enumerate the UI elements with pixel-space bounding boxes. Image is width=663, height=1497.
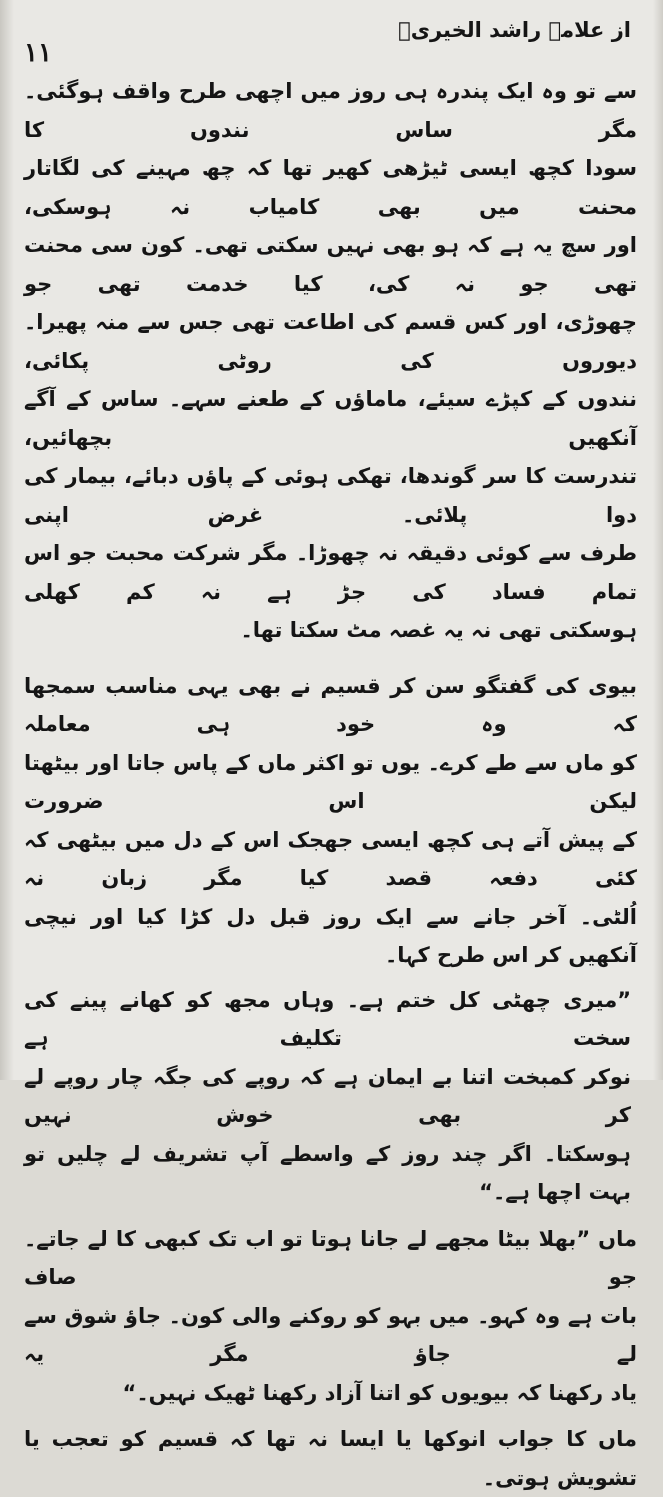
text-line: کو ماں سے طے کرے۔ یوں تو اکثر ماں کے پاس جاتا اور بیٹھتا لیکن اس ضرورت [24,750,637,813]
text-line: ہوسکتا۔ اگر چند روز کے واسطے آپ تشریف لے چلیں تو بہت اچھا ہے۔“ [24,1141,631,1204]
text-line: اُلٹی۔ آخر جانے سے ایک روز قبل دل کڑا کیا اور نیچی آنکھیں کر اس طرح کہا۔ [24,904,637,967]
text-line: تندرست کا سر گوندھا، تھکی ہوئی کے پاؤں دبائے، بیمار کی دوا پلائی۔ غرض اپنی [24,464,637,527]
text-line: ”میری چھٹی کل ختم ہے۔ وہاں مجھ کو کھانے پینے کی سخت تکلیف ہے [24,987,631,1050]
text-line: اور سچ یہ ہے کہ ہو بھی نہیں سکتی تھی۔ کون سی محنت تھی جو نہ کی، کیا خدمت تھی جو [24,233,637,296]
text-line: چھوڑی، اور کس قسم کی اطاعت تھی جس سے منہ پھیرا۔ دیوروں کی روٹی پکائی، [24,310,637,373]
paragraph-quote-mother [24,1220,637,1413]
text-line: بیوی کی گفتگو سن کر قسیم نے بھی یہی مناسب سمجھا کہ وہ خود ہی معاملہ [24,673,637,736]
text-line: کے پیش آتے ہی کچھ ایسی جھجک اس کے دل میں بیٹھی کہ کئی دفعہ قصد کیا مگر زبان نہ [24,827,637,890]
paragraph-1 [24,72,637,650]
page-number: ۱۱ [24,38,52,68]
text-line: سودا کچھ ایسی ٹیڑھی کھیر تھا کہ چھ مہینے کی لگاتار محنت میں بھی کامیاب نہ ہوسکی، [24,156,637,219]
text-line: بات ہے وہ کہو۔ میں بہو کو روکنے والی کون۔ جاؤ شوق سے لے جاؤ مگر یہ [24,1303,637,1366]
body-text [24,72,637,1497]
text-line: ماں ”بھلا بیٹا مجھے لے جانا ہوتا تو اب تک کبھی کا لے جاتے۔ جو صاف [24,1226,637,1289]
text-line: ماں کا جواب انوکھا یا ایسا نہ تھا کہ قسیم کو تعجب یا تشویش ہوتی۔ [24,1427,637,1490]
text-line: ہوسکتی تھی نہ یہ غصہ مٹ سکتا تھا۔ [240,618,637,642]
running-head: از علامہ راشد الخیریؒ [398,18,631,42]
paragraph-2 [24,667,637,975]
text-line: سے تو وہ ایک پندرہ ہی روز میں اچھی طرح واقف ہوگئی۔ مگر ساس نندوں کا [24,79,637,142]
text-line: نندوں کے کپڑے سیئے، ماماؤں کے طعنے سہے۔ ساس کے آگے آنکھیں بچھائیں، [24,387,637,450]
page-header [24,0,637,72]
text-line: طرف سے کوئی دقیقہ نہ چھوڑا۔ مگر شرکت محبت جو اس تمام فساد کی جڑ ہے نہ کم کھلی [24,541,637,604]
page-gutter-shadow [0,0,14,1080]
paragraph-quote-son [24,981,637,1212]
text-line: یاد رکھنا کہ بیویوں کو اتنا آزاد رکھنا ٹھیک نہیں۔“ [122,1380,637,1405]
text-line: نوکر کمبخت اتنا بے ایمان ہے کہ روپے کی جگہ چار روپے لے کر بھی خوش نہیں [24,1064,631,1127]
page-edge-shadow [653,0,663,1080]
paragraph-5 [24,1420,637,1497]
